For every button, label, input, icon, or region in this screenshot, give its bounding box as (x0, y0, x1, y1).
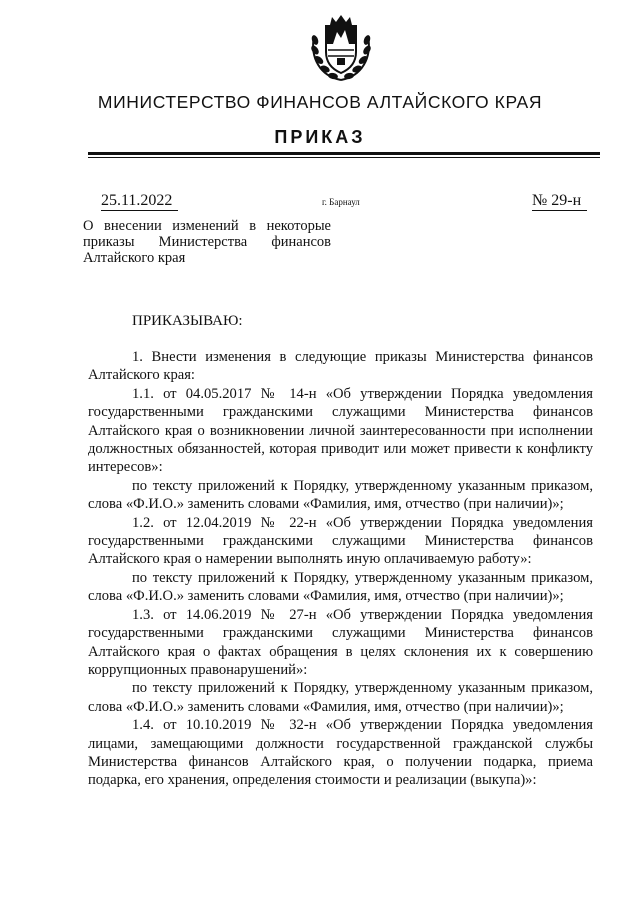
document-type-title: ПРИКАЗ (274, 127, 366, 147)
body-paragraph: 1. Внести изменения в следующие приказы Министерства финансов Алтайского края: (88, 349, 593, 384)
document-city: г. Барнаул (322, 197, 360, 207)
body-paragraph: 1.2. от 12.04.2019 № 22-н «Об утверждении Порядка уведомления государственными гражданскими служащими Министерства финансов Алтайского края о намерении выполнять иную оплачиваемую работу»: (88, 514, 593, 568)
document-body (88, 348, 593, 790)
body-paragraph: по тексту приложений к Порядку, утвержденному указанным приказом, слова «Ф.И.О.» заменить словами «Фамилия, имя, отчество (при наличии)»; (88, 680, 593, 715)
header-divider-thin (88, 157, 600, 158)
document-subject (83, 218, 331, 266)
subject-line: приказы Министерства финансов (83, 234, 331, 250)
body-paragraph: 1.1. от 04.05.2017 № 14-н «Об утверждении Порядка уведомления государственными гражданскими служащими Министерства финансов Алтайского края о возникновении личной заинтересованности при исполнении должностных обязанностей, которая приводит или может привести к конфликту интересов»: (88, 385, 593, 476)
subject-line: О внесении изменений в некоторые (83, 218, 331, 234)
header-divider-thick (88, 152, 600, 155)
body-paragraph: по тексту приложений к Порядку, утвержденному указанным приказом, слова «Ф.И.О.» заменить словами «Фамилия, имя, отчество (при наличии)»; (88, 569, 593, 605)
document-date: 25.11.2022 (101, 191, 178, 211)
coat-of-arms-icon (306, 14, 376, 84)
body-paragraph: 1.4. от 10.10.2019 № 32-н «Об утверждении Порядка уведомления лицами, замещающими должности государственной гражданской службы Министерства финансов Алтайского края, о получении подарка, приема подарка, его хранения, определения стоимости и реализации (выкупа)»: (88, 717, 593, 789)
body-paragraph: по тексту приложений к Порядку, утвержденному указанным приказом, слова «Ф.И.О.» заменить словами «Фамилия, имя, отчество (при наличии)»; (88, 477, 593, 513)
subject-line: Алтайского края (83, 250, 186, 266)
document-number: № 29-н (532, 191, 587, 211)
body-paragraph: 1.3. от 14.06.2019 № 27-н «Об утверждении Порядка уведомления государственными гражданскими служащими Министерства финансов Алтайского края о фактах обращения в целях склонения их к совершению коррупционных правонарушений»: (88, 606, 593, 678)
order-heading: ПРИКАЗЫВАЮ: (132, 313, 243, 329)
ministry-title: МИНИСТЕРСТВО ФИНАНСОВ АЛТАЙСКОГО КРАЯ (97, 92, 543, 112)
